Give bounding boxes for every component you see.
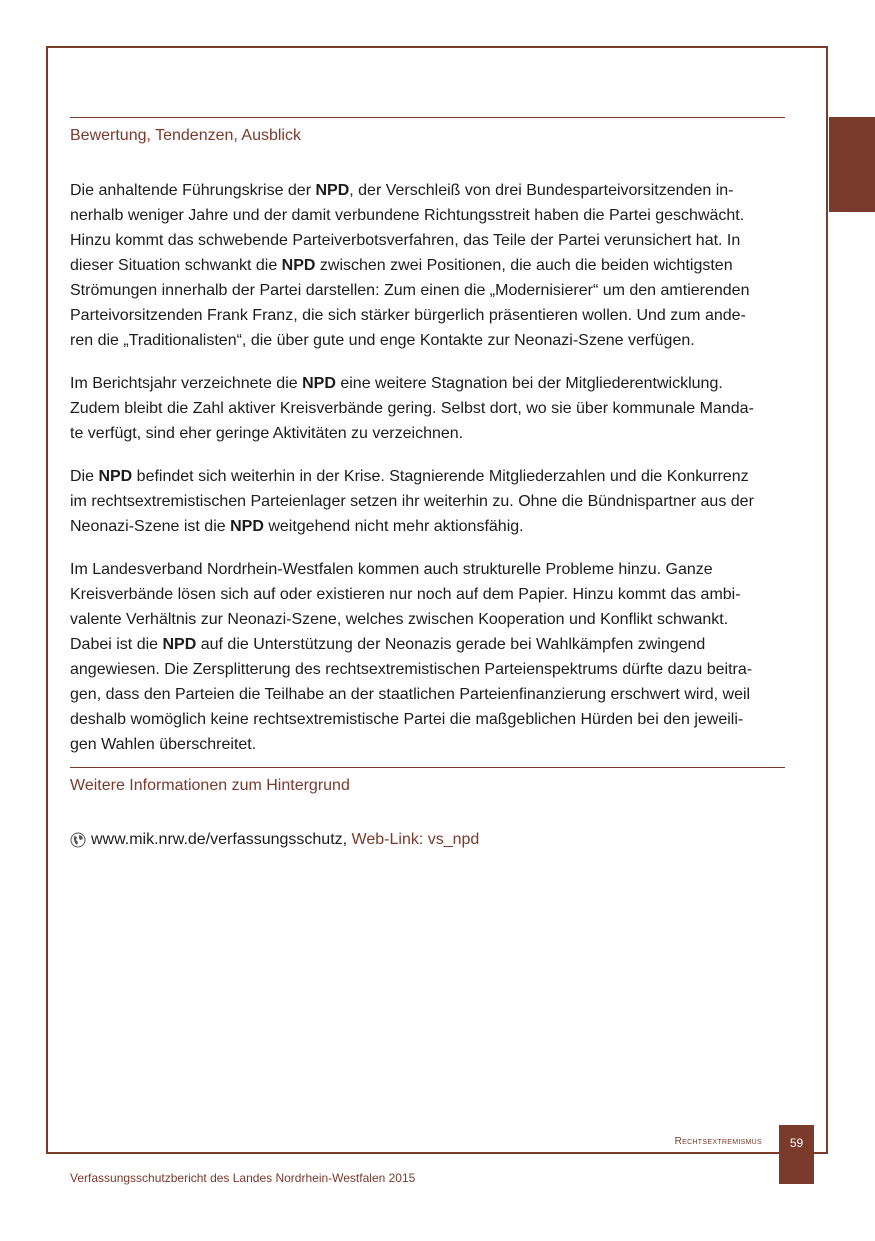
text-line: im rechtsextremistischen Parteienlager setzen ihr weiterhin zu. Ohne die Bündnispartner aus der <box>70 493 754 510</box>
text-line: angewiesen. Die Zersplitterung des rechtsextremistischen Parteienspektrums dürfte dazu beitra- <box>70 661 753 678</box>
party-name: NPD <box>302 375 336 392</box>
text-run: , der Verschleiß von drei Bundesparteivorsitzenden in- <box>349 182 734 199</box>
text-line: deshalb womöglich keine rechtsextremistische Partei die maßgeblichen Hürden bei den jeweili- <box>70 711 744 728</box>
paragraph-2 <box>70 371 786 446</box>
party-name: NPD <box>281 257 316 274</box>
text-line: te verfügt, sind eher geringe Aktivitäten zu verzeichnen. <box>70 425 464 442</box>
text-run: eine weitere Stagnation bei der Mitgliederentwicklung. <box>335 375 723 392</box>
web-link[interactable]: Web-Link: vs_npd <box>351 831 480 848</box>
top-rule <box>70 117 785 118</box>
text-line: Hinzu kommt das schwebende Parteiverbotsverfahren, das Teile der Partei verunsichert hat. In <box>70 232 741 249</box>
text-line: valente Verhältnis zur Neonazi-Szene, welches zwischen Kooperation und Konflikt schwankt. <box>70 611 729 628</box>
text-run: Die anhaltende Führungskrise der <box>70 182 316 199</box>
text-line: gen Wahlen überschreitet. <box>70 736 257 753</box>
party-name: NPD <box>315 182 350 199</box>
text-line: Zudem bleibt die Zahl aktiver Kreisverbände gering. Selbst dort, wo sie über kommunale Manda- <box>70 400 754 417</box>
text-line: Strömungen innerhalb der Partei darstellen: Zum einen die „Modernisierer“ um den amtierenden <box>70 282 750 299</box>
chapter-label: Rechtsextremismus <box>674 1136 762 1147</box>
text-run: dieser Situation schwankt die <box>70 257 282 274</box>
text-run: auf die Unterstützung der Neonazis gerade bei Wahlkämpfen zwingend <box>196 636 706 653</box>
text-line: Parteivorsitzenden Frank Franz, die sich stärker bürgerlich präsentieren wollen. Und zum ande- <box>70 307 746 324</box>
web-reference <box>70 827 479 852</box>
text-line: gen, dass den Parteien die Teilhabe an der staatlichen Parteienfinanzierung erschwert wird, weil <box>70 686 751 703</box>
paragraph-4 <box>70 557 786 757</box>
text-run: Neonazi-Szene ist die <box>70 518 231 535</box>
text-line: Kreisverbände lösen sich auf oder existieren nur noch auf dem Papier. Hinzu kommt das ambi- <box>70 586 741 603</box>
further-info-heading: Weitere Informationen zum Hintergrund <box>70 777 350 794</box>
party-name: NPD <box>162 636 197 653</box>
text-line: Im Landesverband Nordrhein-Westfalen kommen auch strukturelle Probleme hinzu. Ganze <box>70 561 713 578</box>
text-run: weitgehend nicht mehr aktionsfähig. <box>263 518 524 535</box>
section-heading: Bewertung, Tendenzen, Ausblick <box>70 127 301 144</box>
url-text[interactable]: www.mik.nrw.de/verfassungsschutz, <box>91 831 348 848</box>
body-text <box>70 178 786 775</box>
chapter-tab <box>829 117 875 212</box>
page-number: 59 <box>779 1125 814 1184</box>
globe-icon <box>70 832 86 848</box>
party-name: NPD <box>230 518 264 535</box>
text-line: nerhalb weniger Jahre und der damit verbundene Richtungsstreit haben die Partei geschwächt. <box>70 207 745 224</box>
paragraph-1 <box>70 178 786 353</box>
text-line: ren die „Traditionalisten“, die über gute und enge Kontakte zur Neonazi-Szene verfügen. <box>70 332 695 349</box>
text-run: Im Berichtsjahr verzeichnete die <box>70 375 303 392</box>
text-run: befindet sich weiterhin in der Krise. Stagnierende Mitgliederzahlen und die Konkurrenz <box>132 468 749 485</box>
text-run: zwischen zwei Positionen, die auch die beiden wichtigsten <box>315 257 733 274</box>
publication-footer: Verfassungsschutzbericht des Landes Nordrhein-Westfalen 2015 <box>70 1171 416 1185</box>
text-run: Dabei ist die <box>70 636 163 653</box>
text-run: Die <box>70 468 99 485</box>
paragraph-3 <box>70 464 786 539</box>
party-name: NPD <box>98 468 133 485</box>
info-rule <box>70 767 785 768</box>
